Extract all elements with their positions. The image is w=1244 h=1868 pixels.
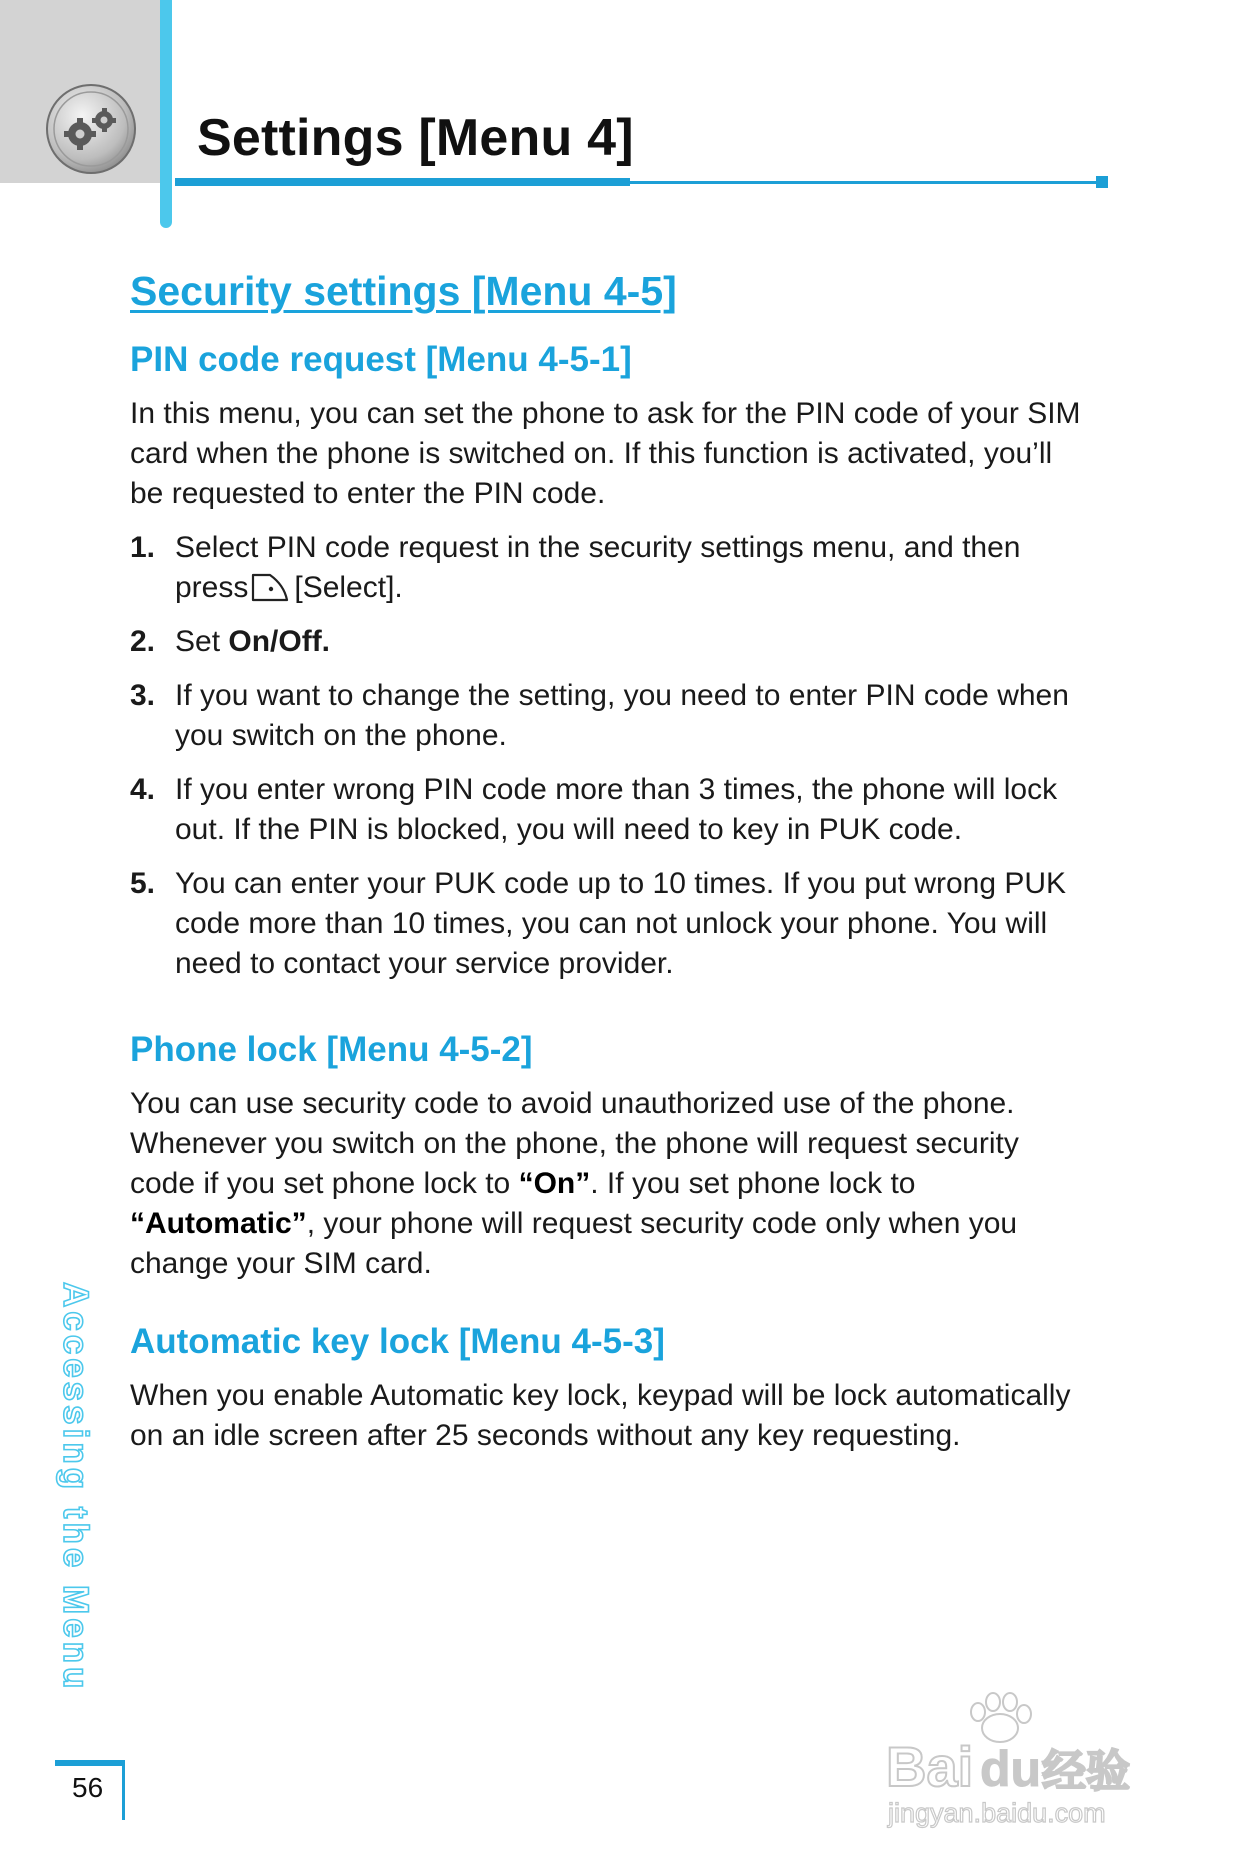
title-underline-endcap [1096, 176, 1108, 188]
step-text: If you want to change the setting, you need to enter PIN code when you switch on the phone. [175, 679, 1069, 752]
page-number-rule [55, 1760, 125, 1766]
step-text: Set On/Off. [175, 625, 331, 658]
header-accent-bar [160, 0, 172, 228]
automatic-key-lock-heading: Automatic key lock [Menu 4-5-3] [130, 1322, 665, 1361]
list-item [130, 622, 1090, 662]
step-text: Select PIN code request in the security settings menu, and then press [Select]. [175, 531, 1021, 604]
gears-icon [44, 82, 138, 176]
svg-text:du: du [980, 1741, 1042, 1797]
step-number: 5. [130, 867, 156, 900]
step-number: 4. [130, 773, 156, 806]
side-chapter-label: Accessing the Menu [56, 1282, 95, 1693]
pin-intro-paragraph: In this menu, you can set the phone to ask for the PIN code of your SIM card when the phone is switched on. If this function is activated, you’ll be requested to enter the PIN code. [130, 397, 1081, 510]
step-number: 3. [130, 679, 156, 712]
list-item [130, 676, 1090, 756]
step-number: 2. [130, 625, 156, 658]
pin-code-request-heading: PIN code request [Menu 4-5-1] [130, 340, 632, 379]
step-text: If you enter wrong PIN code more than 3 times, the phone will lock out. If the PIN is blocked, you will need to key in PUK code. [175, 773, 1058, 846]
phone-lock-paragraph: You can use security code to avoid unauthorized use of the phone. Whenever you switch on the phone, the phone will request security code if you set phone lock to “On”. If you set phone lock to “Automatic”, your phone will request security code only when you change your SIM card. [130, 1087, 1019, 1280]
main-content [130, 268, 1090, 1456]
section-title: Security settings [Menu 4-5] [130, 268, 677, 314]
on-off-option: On/Off. [228, 625, 331, 658]
pin-steps-list [130, 528, 1090, 984]
list-item [130, 770, 1090, 850]
baidu-watermark-logo [880, 1690, 1180, 1830]
select-key-icon [250, 571, 290, 603]
list-item [130, 864, 1090, 984]
phone-lock-heading: Phone lock [Menu 4-5-2] [130, 1030, 533, 1069]
title-underline-thick [175, 178, 630, 186]
svg-text:Bai: Bai [886, 1735, 974, 1798]
automatic-key-lock-paragraph: When you enable Automatic key lock, keypad will be lock automatically on an idle screen after 25 seconds without any key requesting. [130, 1379, 1071, 1452]
page-title: Settings [Menu 4] [197, 109, 634, 167]
svg-text:经验: 经验 [1042, 1746, 1130, 1797]
page-number-rule-side [122, 1760, 125, 1820]
svg-text:jingyan.baidu.com: jingyan.baidu.com [888, 1798, 1106, 1828]
title-underline-thin [630, 181, 1100, 184]
step-text: You can enter your PUK code up to 10 times. If you put wrong PUK code more than 10 times, you can not unlock your phone. You will need to contact your service provider. [175, 867, 1067, 980]
automatic-option: “Automatic” [130, 1207, 307, 1240]
page-number: 56 [72, 1772, 104, 1803]
on-option: “On” [518, 1167, 591, 1200]
list-item [130, 528, 1090, 608]
step-number: 1. [130, 531, 156, 564]
